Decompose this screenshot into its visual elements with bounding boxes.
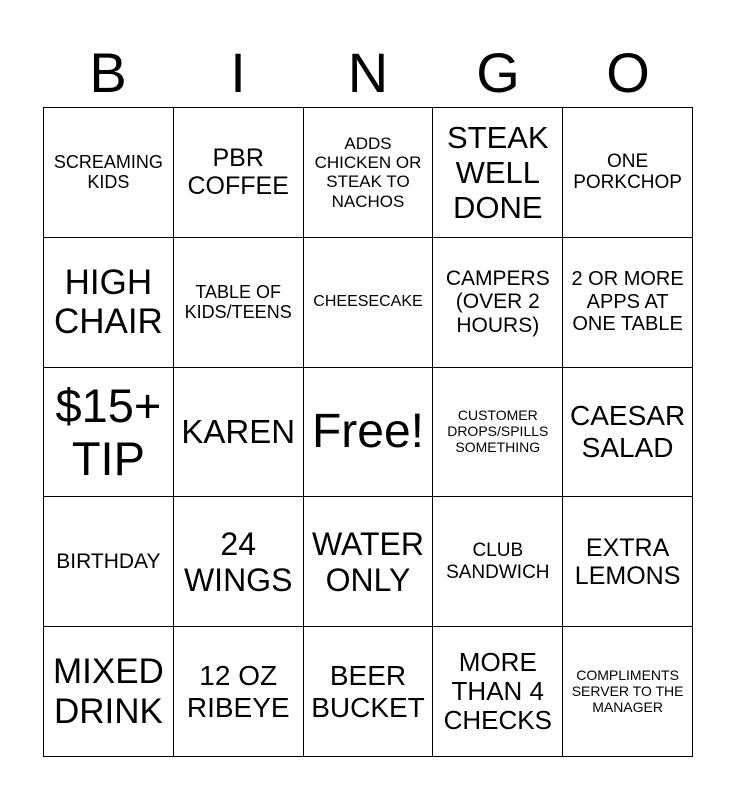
bingo-cell[interactable] bbox=[433, 627, 563, 757]
cell-label: SCREAMING KIDS bbox=[53, 152, 163, 193]
cell-label: PBR COFFEE bbox=[187, 144, 289, 201]
bingo-cell[interactable] bbox=[433, 497, 563, 627]
cell-label: STEAK WELL DONE bbox=[446, 119, 549, 225]
bingo-cell[interactable] bbox=[174, 497, 304, 627]
cell-label: CAESAR SALAD bbox=[570, 400, 686, 463]
bingo-header bbox=[43, 40, 693, 106]
cell-label: BIRTHDAY bbox=[56, 549, 161, 573]
cell-label: 24 WINGS bbox=[183, 525, 293, 598]
cell-label: $15+ TIP bbox=[55, 378, 162, 485]
cell-label: 12 OZ RIBEYE bbox=[186, 659, 290, 723]
cell-label: BEER BUCKET bbox=[311, 659, 425, 723]
cell-label: CHEESECAKE bbox=[313, 293, 423, 311]
cell-label: EXTRA LEMONS bbox=[574, 533, 681, 590]
bingo-cell[interactable] bbox=[563, 627, 693, 757]
bingo-cell[interactable] bbox=[304, 108, 434, 238]
header-letter-n: N bbox=[347, 41, 389, 104]
free-space-cell[interactable] bbox=[304, 368, 434, 498]
cell-label: ADDS CHICKEN OR STEAK TO NACHOS bbox=[314, 133, 422, 211]
bingo-cell[interactable] bbox=[433, 238, 563, 368]
cell-label: TABLE OF KIDS/TEENS bbox=[184, 281, 292, 323]
bingo-cell[interactable] bbox=[433, 108, 563, 238]
bingo-cell[interactable] bbox=[44, 497, 174, 627]
cell-label: KAREN bbox=[181, 413, 296, 451]
header-letter-o: O bbox=[606, 41, 650, 104]
bingo-cell[interactable] bbox=[304, 497, 434, 627]
header-letter-g: G bbox=[476, 41, 520, 104]
bingo-cell[interactable] bbox=[174, 108, 304, 238]
bingo-cell[interactable] bbox=[44, 627, 174, 757]
bingo-cell[interactable] bbox=[304, 238, 434, 368]
header-letter-b: B bbox=[89, 41, 127, 104]
cell-label: MIXED DRINK bbox=[52, 652, 164, 731]
cell-label: HIGH CHAIR bbox=[53, 262, 163, 342]
cell-label: WATER ONLY bbox=[312, 525, 424, 598]
cell-label: ONE PORKCHOP bbox=[573, 150, 682, 194]
bingo-cell[interactable] bbox=[174, 627, 304, 757]
header-letter-i: I bbox=[230, 41, 246, 104]
bingo-cell[interactable] bbox=[174, 238, 304, 368]
cell-label: MORE THAN 4 CHECKS bbox=[443, 646, 552, 736]
cell-label: 2 OR MORE APPS AT ONE TABLE bbox=[571, 268, 684, 336]
cell-label: CLUB SANDWICH bbox=[446, 540, 550, 583]
cell-label: COMPLIMENTS SERVER TO THE MANAGER bbox=[571, 666, 684, 715]
bingo-cell[interactable] bbox=[563, 497, 693, 627]
bingo-cell[interactable] bbox=[44, 368, 174, 498]
bingo-cell[interactable] bbox=[304, 627, 434, 757]
bingo-cell[interactable] bbox=[563, 238, 693, 368]
free-space-label: Free! bbox=[311, 404, 424, 458]
bingo-board bbox=[43, 107, 693, 757]
cell-label: CUSTOMER DROPS/SPILLS SOMETHING bbox=[447, 407, 549, 455]
cell-label: CAMPERS (OVER 2 HOURS) bbox=[445, 266, 550, 338]
bingo-cell[interactable] bbox=[433, 368, 563, 498]
bingo-cell[interactable] bbox=[44, 238, 174, 368]
bingo-cell[interactable] bbox=[174, 368, 304, 498]
bingo-cell[interactable] bbox=[44, 108, 174, 238]
bingo-cell[interactable] bbox=[563, 368, 693, 498]
bingo-cell[interactable] bbox=[563, 108, 693, 238]
